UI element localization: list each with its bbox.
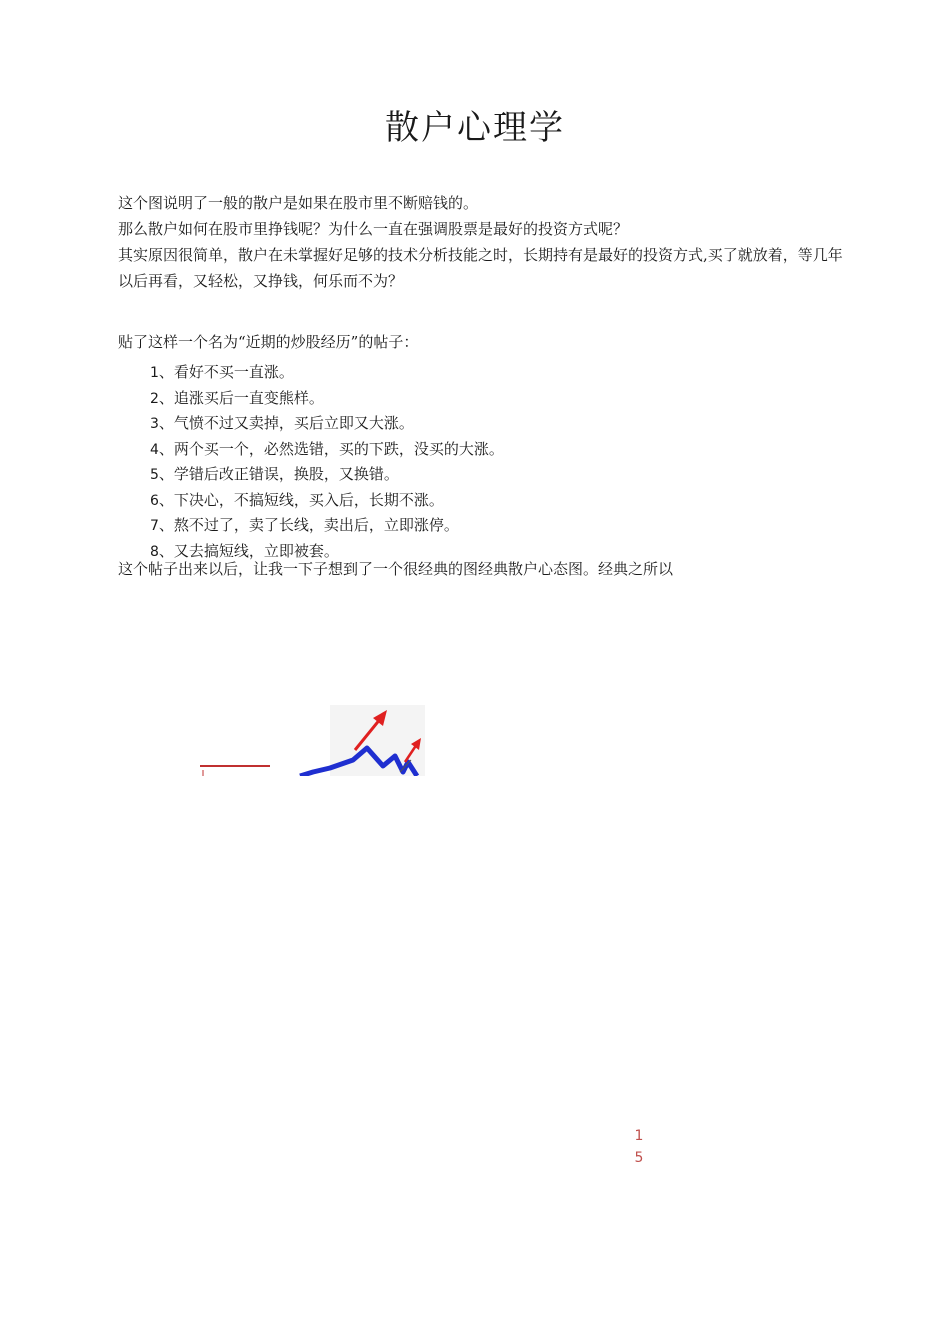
page-number-digit-1: 1 — [634, 1128, 644, 1144]
list-item-text: 、气愤不过又卖掉，买后立即又大涨。 — [158, 414, 414, 432]
closing-paragraph: 这个帖子出来以后，让我一下子想到了一个很经典的图经典散户心态图。经典之所以 — [118, 560, 674, 578]
page-number — [632, 1125, 646, 1169]
list-item-number: 2 — [150, 390, 159, 407]
list-item-number: 4 — [150, 441, 159, 458]
list-item-number: 5 — [150, 467, 159, 483]
list-item-text: 、看好不买一直涨。 — [158, 363, 294, 381]
investor-mindset-figure — [195, 700, 430, 776]
list-item-text: 、熬不过了，卖了长线，卖出后，立即涨停。 — [158, 516, 459, 534]
list-item-text: 、追涨买后一直变熊样。 — [158, 388, 324, 407]
list-item-number: 7 — [150, 518, 159, 534]
paragraph-2: 那么散户如何在股市里挣钱呢？为什么一直在强调股票是最好的投资方式呢？ — [118, 220, 629, 238]
list-item-text: 、又去搞短线，立即被套。 — [158, 541, 339, 560]
list-item — [150, 386, 504, 412]
list-item — [150, 360, 504, 386]
paragraph-3: 其实原因很简单，散户在未掌握好足够的技术分析技能之时，长期持有是最好的投资方式,买了就放着，等几年以后再看，又轻松，又挣钱，何乐而不为？ — [118, 246, 843, 290]
paragraph-4: 贴了这样一个名为“近期的炒股经历”的帖子： — [118, 333, 419, 351]
list-item-text: 、学错后改正错误，换股，又换错。 — [158, 465, 399, 483]
list-item — [150, 513, 504, 539]
paragraph-1: 这个图说明了一般的散户是如果在股市里不断赔钱的。 — [118, 194, 479, 212]
list-item-number: 8 — [150, 543, 159, 560]
list-item-text: 、两个买一个，必然选错，买的下跌，没买的大涨。 — [158, 439, 504, 458]
list-item-text: 、下决心，不搞短线，买入后，长期不涨。 — [158, 490, 444, 509]
list-item-number: 3 — [150, 416, 159, 432]
page-number-digit-2: 5 — [634, 1150, 644, 1166]
list-item-number: 1 — [150, 365, 159, 381]
experience-list — [150, 360, 504, 564]
list-item-number: 6 — [150, 492, 159, 509]
list-item — [150, 437, 504, 463]
list-item — [150, 411, 504, 437]
list-item — [150, 488, 504, 514]
page-title: 散户心理学 — [385, 108, 565, 148]
list-item — [150, 462, 504, 488]
